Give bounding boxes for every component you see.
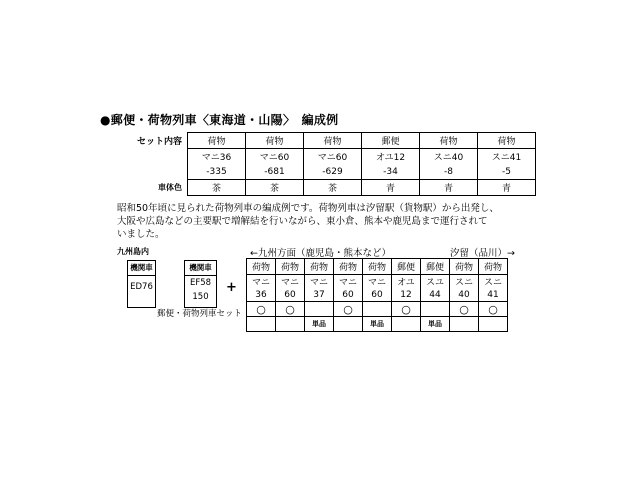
set-code-row xyxy=(130,149,536,165)
car-code-cell: マニ xyxy=(363,275,392,289)
set-number-cell: -681 xyxy=(246,164,304,180)
set-color-row xyxy=(130,180,536,196)
locomotive-name: EF58 xyxy=(189,278,212,288)
single-item-marker: 単品 xyxy=(363,317,392,332)
car-number-row xyxy=(247,288,508,302)
car-category-row xyxy=(247,259,508,275)
set-code-cell: スニ40 xyxy=(420,149,478,165)
set-color-cell: 茶 xyxy=(304,180,362,196)
single-item-marker xyxy=(392,317,421,332)
set-marker: ○ xyxy=(276,302,305,317)
set-code-cell: マニ60 xyxy=(304,149,362,165)
page-title: ●郵便・荷物列車〈東海道・山陽〉 編成例 xyxy=(100,113,339,127)
set-marker xyxy=(421,302,450,317)
single-item-marker xyxy=(276,317,305,332)
locomotive-header: 機関車 xyxy=(185,261,216,276)
set-membership-row xyxy=(247,302,508,317)
car-code-cell: オユ xyxy=(392,275,421,289)
set-number-cell: -8 xyxy=(420,164,478,180)
formation-table xyxy=(246,258,508,332)
set-marker: ○ xyxy=(479,302,508,317)
car-code-row xyxy=(247,275,508,289)
car-number-cell: 40 xyxy=(450,288,479,302)
body-color-label: 車体色 xyxy=(158,183,182,192)
single-item-marker xyxy=(450,317,479,332)
set-marker: ○ xyxy=(334,302,363,317)
set-color-cell: 青 xyxy=(362,180,420,196)
single-item-row xyxy=(247,317,508,332)
set-number-row xyxy=(130,164,536,180)
description-line: 大阪や広島などの主要駅で増解結を行いながら、東小倉、熊本や鹿児島まで運行されて xyxy=(117,216,488,227)
car-category-cell: 荷物 xyxy=(479,259,508,275)
car-category-cell: 荷物 xyxy=(276,259,305,275)
set-color-cell: 茶 xyxy=(188,180,246,196)
set-category-cell: 荷物 xyxy=(304,133,362,149)
car-number-cell: 60 xyxy=(363,288,392,302)
set-category-row xyxy=(130,133,536,149)
set-marker xyxy=(363,302,392,317)
single-item-marker xyxy=(334,317,363,332)
car-code-cell: マニ xyxy=(334,275,363,289)
car-category-cell: 荷物 xyxy=(247,259,276,275)
single-item-marker: 単品 xyxy=(421,317,450,332)
set-contents-table xyxy=(130,132,536,196)
car-code-cell: スニ xyxy=(479,275,508,289)
set-marker: ○ xyxy=(247,302,276,317)
description-line: 昭和50年頃に見られた荷物列車の編成例です。荷物列車は汐留駅（貨物駅）から出発し、 xyxy=(117,203,499,214)
set-category-cell: 荷物 xyxy=(188,133,246,149)
set-contents-label: セット内容 xyxy=(136,137,182,147)
set-code-cell: マニ60 xyxy=(246,149,304,165)
car-code-cell: マニ xyxy=(247,275,276,289)
set-number-cell: -5 xyxy=(478,164,536,180)
set-number-cell: -34 xyxy=(362,164,420,180)
train-set-label: 郵便・荷物列車セット xyxy=(157,309,243,319)
direction-left-label: ←九州方面（鹿児島・熊本など） xyxy=(250,248,391,259)
locomotive-name: ED76 xyxy=(130,282,153,292)
single-item-marker xyxy=(479,317,508,332)
car-number-cell: 12 xyxy=(392,288,421,302)
set-code-cell: スニ41 xyxy=(478,149,536,165)
car-category-cell: 荷物 xyxy=(450,259,479,275)
locomotive-header: 機関車 xyxy=(128,261,155,276)
set-category-cell: 荷物 xyxy=(420,133,478,149)
locomotive-number: 150 xyxy=(192,292,209,302)
set-marker xyxy=(305,302,334,317)
car-code-cell: スユ xyxy=(421,275,450,289)
set-marker: ○ xyxy=(450,302,479,317)
car-number-cell: 44 xyxy=(421,288,450,302)
set-category-cell: 荷物 xyxy=(478,133,536,149)
car-number-cell: 41 xyxy=(479,288,508,302)
car-code-cell: マニ xyxy=(305,275,334,289)
set-color-cell: 青 xyxy=(420,180,478,196)
car-number-cell: 60 xyxy=(334,288,363,302)
set-code-cell: マニ36 xyxy=(188,149,246,165)
set-category-cell: 荷物 xyxy=(246,133,304,149)
car-code-cell: スニ xyxy=(450,275,479,289)
car-category-cell: 郵便 xyxy=(392,259,421,275)
description-line: いました。 xyxy=(117,229,165,240)
set-category-cell: 郵便 xyxy=(362,133,420,149)
plus-sign: + xyxy=(226,280,237,295)
single-item-marker xyxy=(247,317,276,332)
set-color-cell: 茶 xyxy=(246,180,304,196)
car-number-cell: 37 xyxy=(305,288,334,302)
set-marker: ○ xyxy=(392,302,421,317)
single-item-marker: 単品 xyxy=(305,317,334,332)
car-code-cell: マニ xyxy=(276,275,305,289)
car-category-cell: 荷物 xyxy=(305,259,334,275)
car-category-cell: 郵便 xyxy=(421,259,450,275)
car-number-cell: 60 xyxy=(276,288,305,302)
set-code-cell: オユ12 xyxy=(362,149,420,165)
set-number-cell: -629 xyxy=(304,164,362,180)
car-category-cell: 荷物 xyxy=(363,259,392,275)
locomotive-box-ed76 xyxy=(127,260,156,308)
car-category-cell: 荷物 xyxy=(334,259,363,275)
set-color-cell: 青 xyxy=(478,180,536,196)
set-number-cell: -335 xyxy=(188,164,246,180)
description xyxy=(117,202,499,241)
direction-right-label: 汐留（品川）→ xyxy=(450,248,515,259)
region-label: 九州島内 xyxy=(117,247,149,256)
car-number-cell: 36 xyxy=(247,288,276,302)
locomotive-box-ef58 xyxy=(184,260,217,308)
